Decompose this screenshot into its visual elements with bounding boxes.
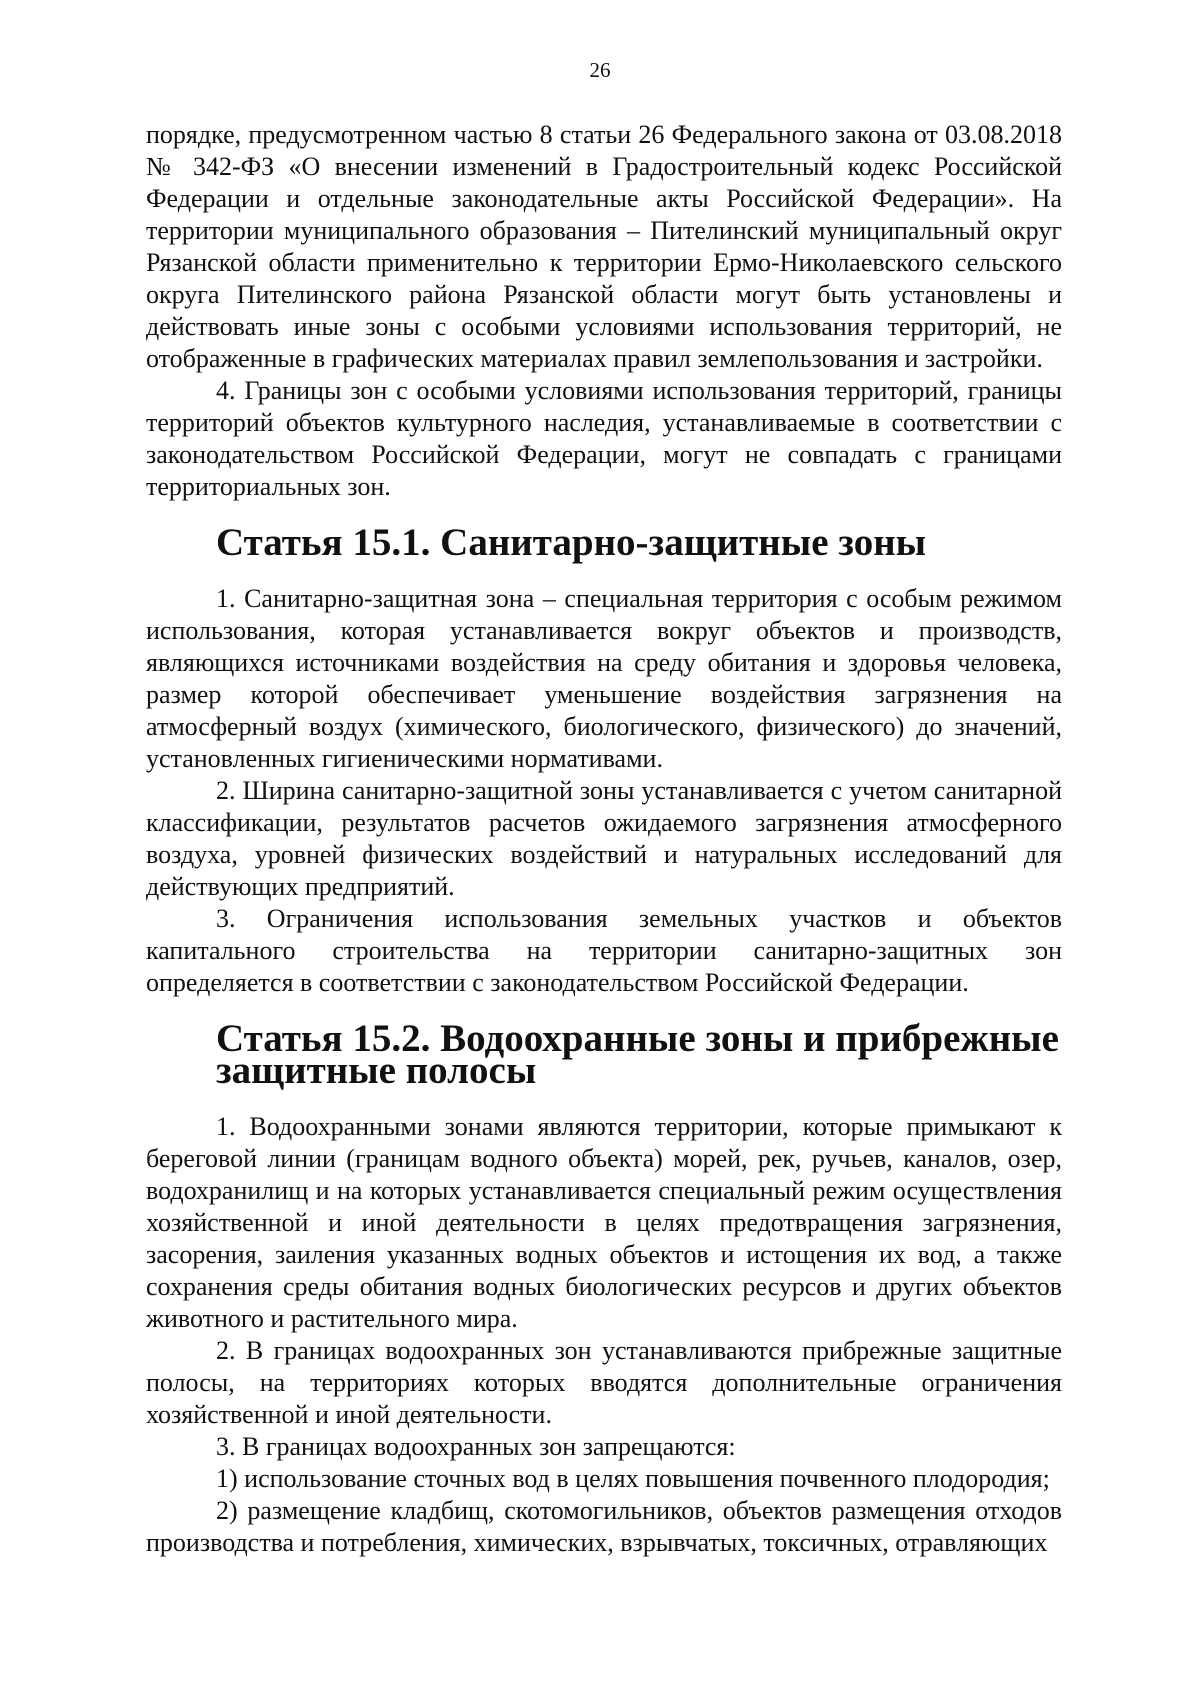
article-15-2-paragraph: 2. В границах водоохранных зон устанавливаются прибрежные защитные полосы, на территориях которых вводятся дополнительные ограничения хозяйственной и иной деятельности. xyxy=(146,1336,1062,1429)
paragraph-intro-continuation: порядке, предусмотренном частью 8 статьи 26 Федерального закона от 03.08.2018 № 342-ФЗ «О внесении изменений в Градостроительный кодекс Российской Федерации и отдельные законодательные акты Российской Федерации». На территории муниципального образования – Пителинский муниципальный округ Рязанской области применительно к территории Ермо-Николаевского сельского округа Пителинского района Рязанской области могут быть установлены и действовать иные зоны с особыми условиями использования территорий, не отображенные в графических материалах правил землепользования и застройки. xyxy=(146,120,1062,373)
article-15-2-paragraph: 3. В границах водоохранных зон запрещаются: xyxy=(216,1432,736,1461)
article-15-2-paragraph: 1. Водоохранными зонами являются территории, которые примыкают к береговой линии (границам водного объекта) морей, рек, ручьев, каналов, озер, водохранилищ и на которых устанавливается специальный режим осуществления хозяйственной и иной деятельности в целях предотвращения загрязнения, засорения, заиления указанных водных объектов и истощения их вод, а также сохранения среды обитания водных биологических ресурсов и других объектов животного и растительного мира. xyxy=(146,1112,1062,1333)
page-number: 26 xyxy=(589,58,611,82)
article-15-1-paragraph: 2. Ширина санитарно-защитной зоны устанавливается с учетом санитарной классификации, результатов расчетов ожидаемого загрязнения атмосферного воздуха, уровней физических воздействий и натуральных исследований для действующих предприятий. xyxy=(146,776,1062,901)
article-15-1-paragraph: 3. Ограничения использования земельных участков и объектов капитального строительства на территории санитарно-защитных зон определяется в соответствии с законодательством Российской Федерации. xyxy=(146,904,1062,997)
article-15-2-heading: Статья 15.2. Водоохранные зоны и прибрежные защитные полосы xyxy=(216,1017,1059,1092)
article-15-2-list-item: 2) размещение кладбищ, скотомогильников, объектов размещения отходов производства и потребления, химических, взрывчатых, токсичных, отравляющих xyxy=(146,1496,1062,1557)
article-15-2-list-item: 1) использование сточных вод в целях повышения почвенного плодородия; xyxy=(216,1464,1050,1493)
document-body xyxy=(146,119,1062,1559)
article-15-1-paragraph: 1. Санитарно-защитная зона – специальная территория с особым режимом использования, которая устанавливается вокруг объектов и производств, являющихся источниками воздействия на среду обитания и здоровья человека, размер которой обеспечивает уменьшение воздействия загрязнения на атмосферный воздух (химического, биологического, физического) до значений, установленных гигиеническими нормативами. xyxy=(146,584,1062,773)
article-15-1-heading: Статья 15.1. Санитарно-защитные зоны xyxy=(216,521,927,564)
paragraph-zone-boundaries: 4. Границы зон с особыми условиями использования территорий, границы территорий объектов культурного наследия, устанавливаемые в соответствии с законодательством Российской Федерации, могут не совпадать с границами территориальных зон. xyxy=(146,376,1062,501)
